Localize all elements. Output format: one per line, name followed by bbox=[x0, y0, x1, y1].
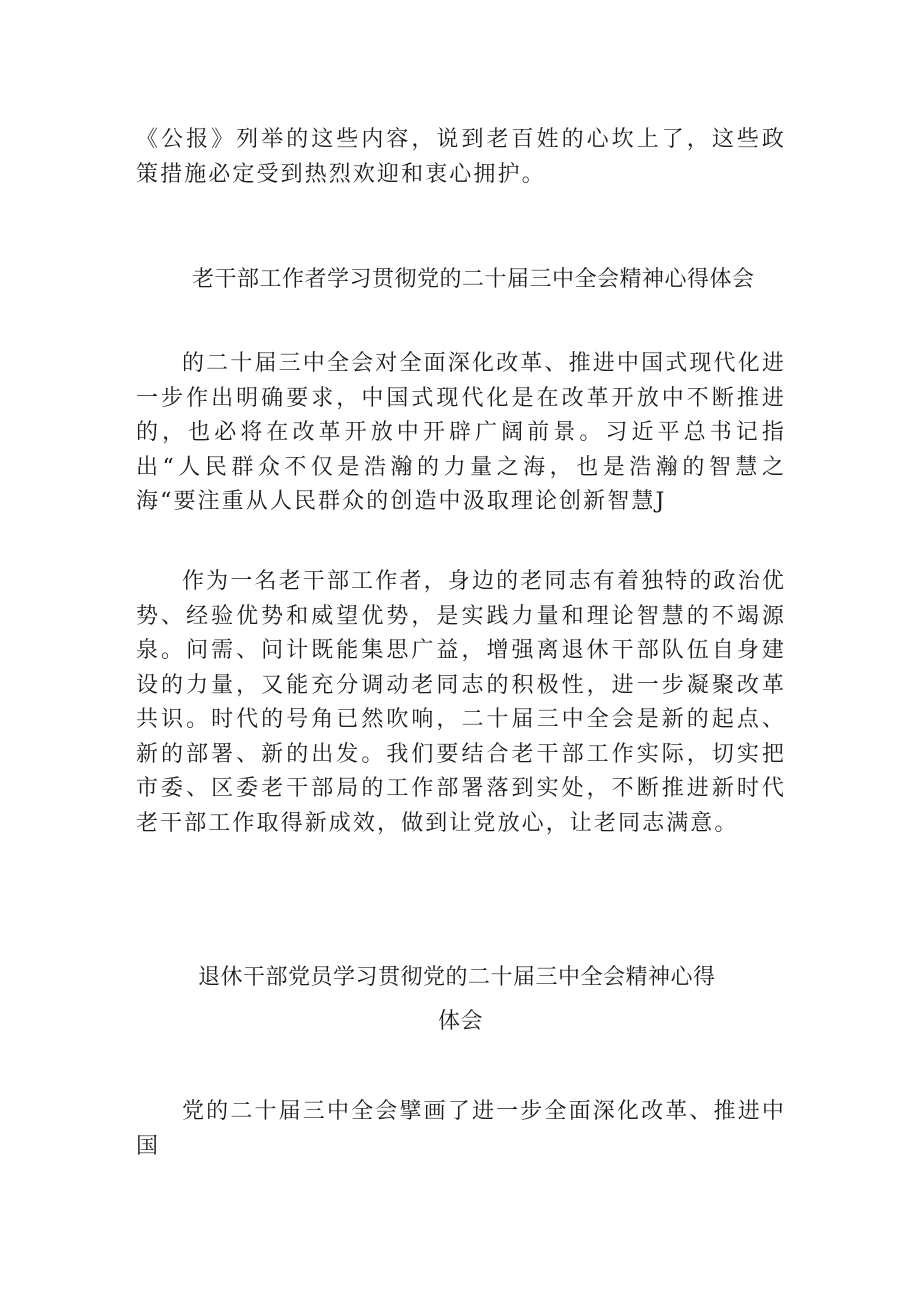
continuation-paragraph: 《公报》列举的这些内容，说到老百姓的心坎上了，这些政策措施必定受到热烈欢迎和衷心拥护。 bbox=[136, 127, 786, 187]
article-1-paragraph-2: 作为一名老干部工作者，身边的老同志有着独特的政治优势、经验优势和威望优势，是实践力量和理论智慧的不竭源泉。问需、问计既能集思广益，增强离退休干部队伍自身建设的力量，又能充分调动老同志的积极性，进一步凝聚改革共识。时代的号角已然吹响，二十届三中全会是新的起点、新的部署、新的出发。我们要结合老干部工作实际，切实把市委、区委老干部局的工作部署落到实处，不断推进新时代老干部工作取得新成效，做到让党放心，让老同志满意。 bbox=[136, 569, 786, 836]
article-2-paragraph-1: 党的二十届三中全会擘画了进一步全面深化改革、推进中国 bbox=[136, 1099, 786, 1159]
article-1-paragraph-1: 的二十届三中全会对全面深化改革、推进中国式现代化进一步作出明确要求，中国式现代化是在改革开放中不断推进的，也必将在改革开放中开辟广阔前景。习近平总书记指出“人民群众不仅是浩瀚的力量之海，也是浩瀚的智慧之海“要注重从人民群众的创造中汲取理论创新智慧J bbox=[136, 351, 786, 514]
article-1-title: 老干部工作者学习贯彻党的二十届三中全会精神心得体会 bbox=[192, 267, 755, 292]
article-2-title-line-2: 体会 bbox=[438, 1009, 484, 1034]
article-2-title-line-1: 退休干部党员学习贯彻党的二十届三中全会精神心得 bbox=[198, 965, 716, 990]
